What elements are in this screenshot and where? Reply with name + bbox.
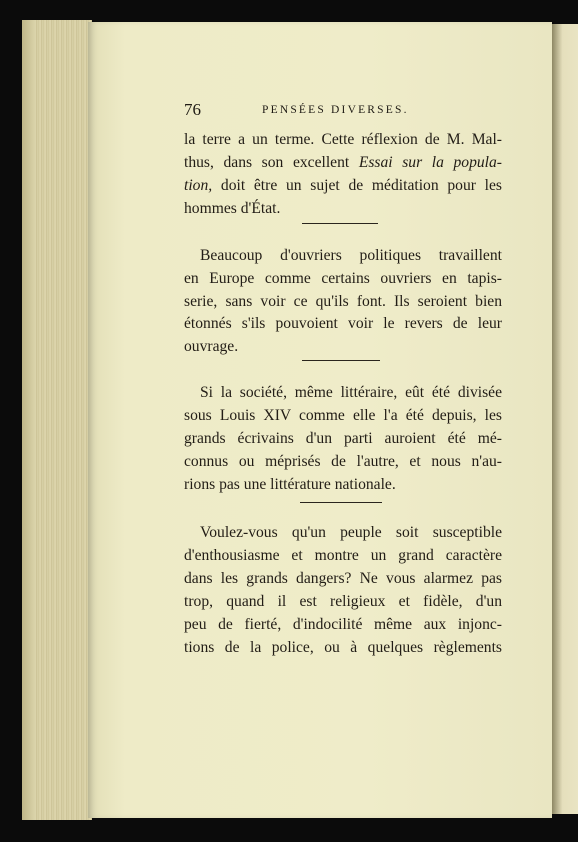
section-divider-2 xyxy=(302,360,380,361)
paragraph-3-line-2: sous Louis XIV comme elle l'a été depuis, les xyxy=(184,407,502,424)
paragraph-2-line-2: en Europe comme certains ouvriers en tapis- xyxy=(184,270,502,287)
section-divider-1 xyxy=(302,223,378,224)
section-divider-3 xyxy=(300,502,382,503)
paragraph-3-line-5: rions pas une littérature nationale. xyxy=(184,476,396,493)
paragraph-1-line-2 xyxy=(184,151,502,175)
paragraph-1-line-2-italic: Essai sur la popula- xyxy=(358,154,502,171)
paragraph-4-line-4: trop, quand il est religieux et fidèle, d'un xyxy=(184,593,502,610)
paragraph-4-line-3: dans les grands dangers? Ne vous alarmez pas xyxy=(184,570,502,587)
paragraph-1-line-3 xyxy=(184,174,502,198)
paragraph-2-line-3: serie, sans voir ce qu'ils font. Ils seroient bien xyxy=(184,293,502,310)
paragraph-1-line-3-italic: tion, xyxy=(184,177,213,194)
paragraph-1-line-1: la terre a un terme. Cette réflexion de M. Mal- xyxy=(184,131,502,148)
paragraph-3-line-3: grands écrivains d'un parti auroient été mé- xyxy=(184,430,502,447)
page-number: 76 xyxy=(184,100,201,119)
paragraph-1-line-4: hommes d'État. xyxy=(184,200,281,217)
paragraph-3-line-1: Si la société, même littéraire, eût été divisée xyxy=(200,384,502,401)
running-head xyxy=(184,100,504,126)
paragraph-1-line-2-start: thus, dans son excellent xyxy=(184,154,359,171)
paragraph-1-line-3-end: doit être un sujet de méditation pour les xyxy=(212,177,502,194)
paragraph-4-line-6: tions de la police, ou à quelques règlements xyxy=(184,639,502,656)
paragraph-4-line-1: Voulez-vous qu'un peuple soit susceptible xyxy=(200,524,502,541)
paragraph-2-line-1: Beaucoup d'ouvriers politiques travaillent xyxy=(200,247,502,264)
paragraph-4-line-5: peu de fierté, d'indocilité même aux injonc- xyxy=(184,616,502,633)
facing-page-edge xyxy=(552,24,578,814)
paragraph-3-line-4: connus ou méprisés de l'autre, et nous n'au- xyxy=(184,453,502,470)
paragraph-4-line-2: d'enthousiasme et montre un grand caractère xyxy=(184,547,502,564)
paragraph-2-line-4: étonnés s'ils pouvoient voir le revers de leur xyxy=(184,315,502,332)
running-title: PENSÉES DIVERSES. xyxy=(262,104,409,116)
paragraph-2-line-5: ouvrage. xyxy=(184,338,239,355)
book-page-edges xyxy=(22,20,92,820)
